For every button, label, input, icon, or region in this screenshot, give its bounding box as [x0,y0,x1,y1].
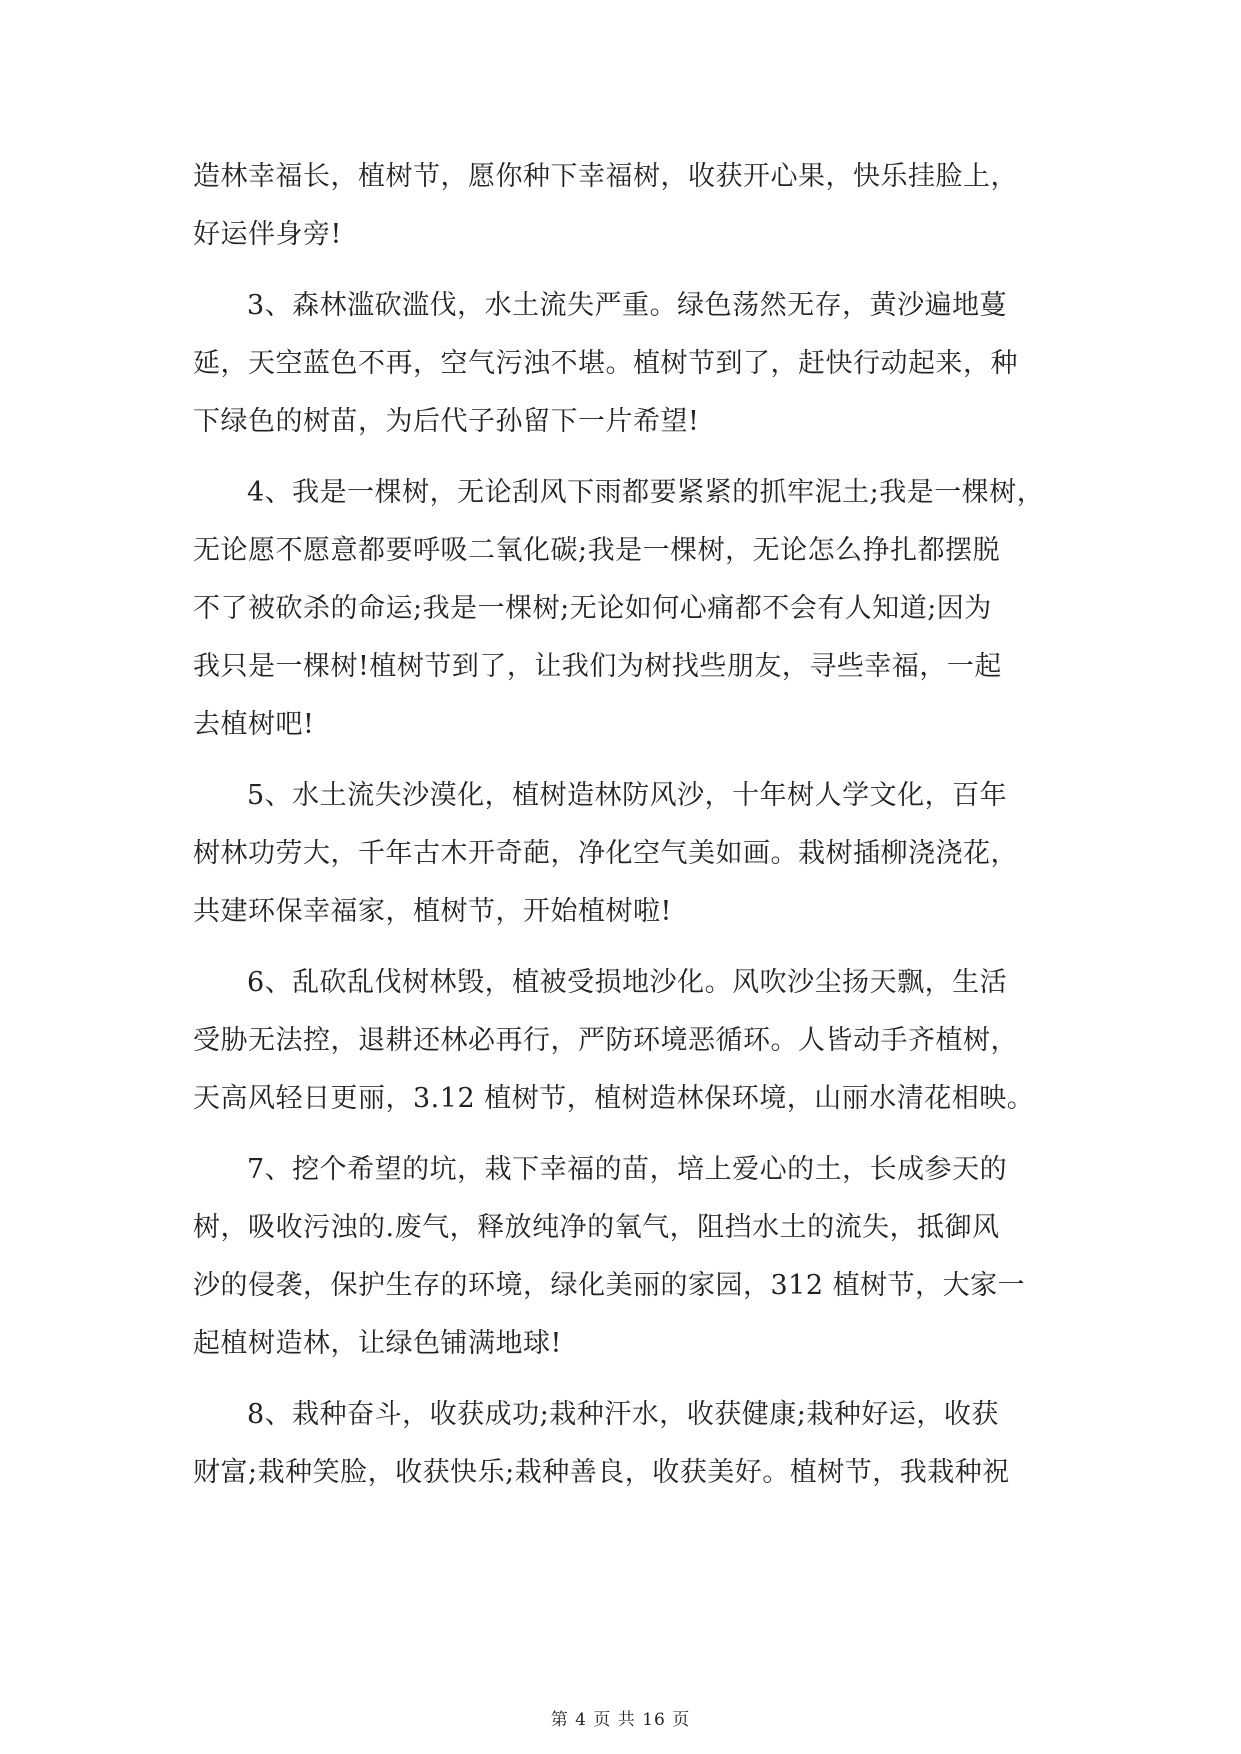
text-line: 财富;栽种笑脸，收获快乐;栽种善良，收获美好。植树节，我栽种祝 [193,1457,1010,1488]
text-line: 天高风轻日更丽，3.12 植树节，植树造林保环境，山丽水清花相映。 [193,1083,1035,1114]
paragraph-start-line: 7、挖个希望的坑，栽下幸福的苗，培上爱心的土，长成参天的 [247,1154,1008,1185]
text-line: 起植树造林，让绿色铺满地球! [193,1328,562,1359]
text-line: 延，天空蓝色不再，空气污浊不堪。植树节到了，赶快行动起来，种 [193,348,1018,379]
text-line: 好运伴身旁! [193,219,342,250]
paragraph-start-line: 6、乱砍乱伐树林毁，植被受损地沙化。风吹沙尘扬天飘，生活 [247,967,1008,998]
paragraph-start-line: 8、栽种奋斗，收获成功;栽种汗水，收获健康;栽种好运，收获 [247,1399,999,1430]
text-line: 我只是一棵树!植树节到了，让我们为树找些朋友，寻些幸福，一起 [193,651,1002,682]
text-line: 造林幸福长，植树节，愿你种下幸福树，收获开心果，快乐挂脸上， [193,161,1018,192]
page-number-footer: 第 4 页 共 16 页 [550,1710,691,1730]
text-line: 树林功劳大，千年古木开奇葩，净化空气美如画。栽树插柳浇浇花， [193,838,1018,869]
text-line: 去植树吧! [193,709,315,740]
text-line: 树，吸收污浊的.废气，释放纯净的氧气，阻挡水土的流失，抵御风 [193,1212,1000,1243]
paragraph-start-line: 5、水土流失沙漠化，植树造林防风沙，十年树人学文化，百年 [247,780,1008,811]
text-line: 受胁无法控，退耕还林必再行，严防环境恶循环。人皆动手齐植树， [193,1025,1018,1056]
paragraph-start-line: 4、我是一棵树，无论刮风下雨都要紧紧的抓牢泥土;我是一棵树， [247,477,1045,508]
text-line: 沙的侵袭，保护生存的环境，绿化美丽的家园，312 植树节，大家一 [193,1270,1026,1301]
paragraph-start-line: 3、森林滥砍滥伐，水土流失严重。绿色荡然无存，黄沙遍地蔓 [247,290,1008,321]
text-line: 下绿色的树苗，为后代子孙留下一片希望! [193,406,700,437]
text-line: 不了被砍杀的命运;我是一棵树;无论如何心痛都不会有人知道;因为 [193,593,992,624]
text-line: 无论愿不愿意都要呼吸二氧化碳;我是一棵树，无论怎么挣扎都摆脱 [193,535,1001,566]
text-line: 共建环保幸福家，植树节，开始植树啦! [193,896,672,927]
